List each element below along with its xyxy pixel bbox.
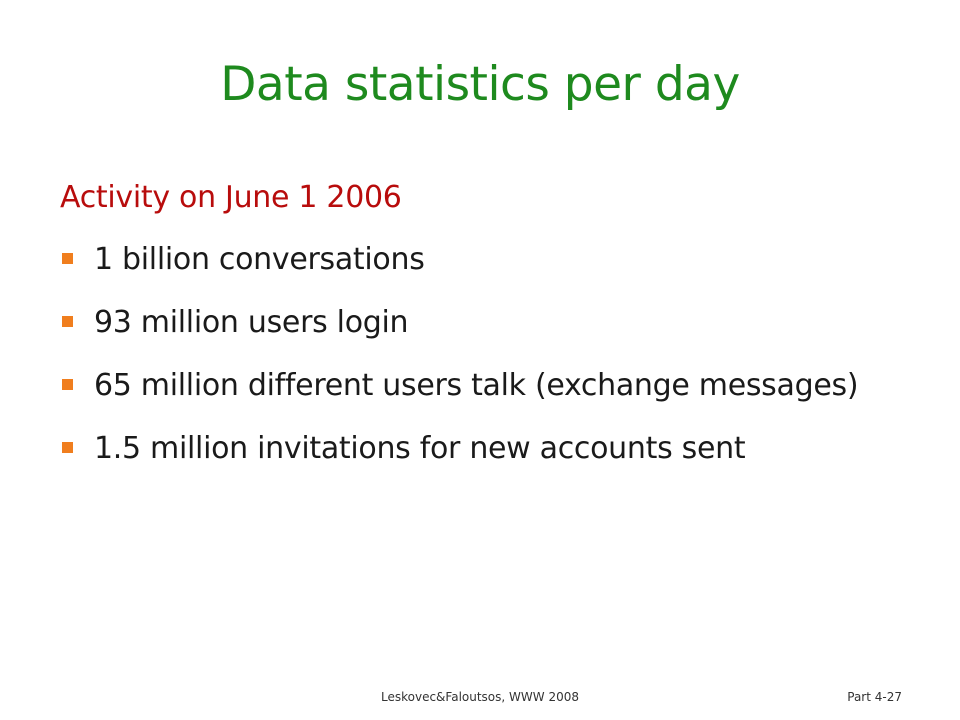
bullet-text: 1.5 million invitations for new accounts sent [94, 431, 746, 466]
list-item [60, 240, 910, 280]
bullet-text: 65 million different users talk (exchange messages) [94, 368, 859, 403]
list-item [60, 429, 910, 469]
footer-credit: Leskovec&Faloutsos, WWW 2008 [381, 690, 579, 704]
square-bullet-icon [62, 253, 73, 264]
square-bullet-icon [62, 316, 73, 327]
square-bullet-icon [62, 442, 73, 453]
bullet-text: 93 million users login [94, 305, 409, 340]
bullet-text: 1 billion conversations [94, 242, 425, 277]
slide-subheading: Activity on June 1 2006 [60, 180, 402, 215]
square-bullet-icon [62, 379, 73, 390]
page-number: Part 4-27 [847, 690, 902, 704]
list-item [60, 303, 910, 343]
slide-title: Data statistics per day [220, 57, 740, 112]
list-item [60, 366, 910, 406]
bullet-list [60, 240, 910, 492]
